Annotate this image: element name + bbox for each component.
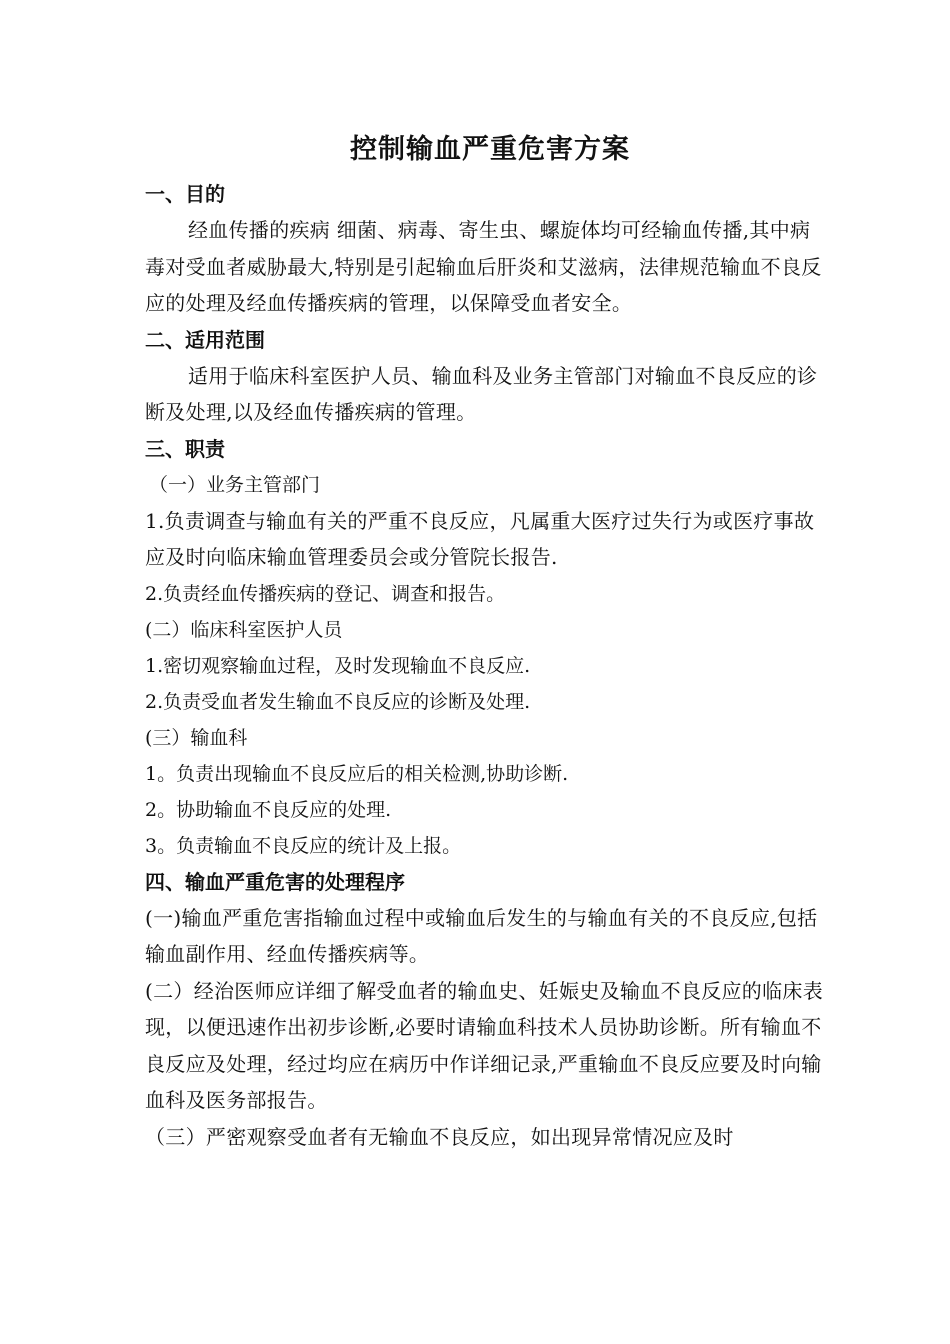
list-item: 2。协助输血不良反应的处理. [145, 798, 392, 821]
section-heading-procedure: 四、输血严重危害的处理程序 [145, 869, 405, 894]
subsection-label-transfusion-dept: (三）输血科 [145, 726, 248, 749]
procedure-paragraph: （三）严密观察受血者有无输血不良反应，如出现异常情况应及时 [145, 1124, 734, 1149]
procedure-paragraph: (二）经治医师应详细了解受血者的输血史、妊娠史及输血不良反应的临床表现，以便迅速作出初步诊断,必要时请输血科技术人员协助诊断。所有输血不良反应及处理，经过均应在病历中作详细记录,严重输血不良反应要及时向输血科及医务部报告。 [145, 978, 824, 1112]
subsection-label-business-dept: （一）业务主管部门 [149, 473, 321, 496]
subsection-label-clinical-staff: (二）临床科室医护人员 [145, 618, 343, 641]
list-item: 2.负责受血者发生输血不良反应的诊断及处理. [145, 690, 531, 713]
document-page [145, 128, 825, 1155]
list-item: 1。负责出现输血不良反应后的相关检测,协助诊断. [145, 762, 569, 785]
document-title: 控制输血严重危害方案 [350, 134, 630, 165]
section-heading-scope: 二、适用范围 [145, 327, 265, 352]
list-item: 2.负责经血传播疾病的登记、调查和报告。 [145, 582, 506, 605]
list-item: 3。负责输血不良反应的统计及上报。 [145, 834, 462, 857]
section-heading-responsibilities: 三、职责 [145, 436, 225, 461]
list-item: 1.密切观察输血过程，及时发现输血不良反应. [145, 654, 531, 677]
procedure-paragraph: (一)输血严重危害指输血过程中或输血后发生的与输血有关的不良反应,包括输血副作用、经血传播疾病等。 [145, 905, 818, 966]
section-heading-purpose: 一、目的 [145, 182, 225, 206]
section-body-scope: 适用于临床科室医护人员、输血科及业务主管部门对输血不良反应的诊断及处理,以及经血传播疾病的管理。 [145, 363, 818, 424]
list-item: 1.负责调查与输血有关的严重不良反应，凡属重大医疗过失行为或医疗事故应及时向临床输血管理委员会或分管院长报告. [145, 508, 815, 569]
section-body-purpose: 经血传播的疾病 细菌、病毒、寄生虫、螺旋体均可经输血传播,其中病毒对受血者威胁最大,特别是引起输血后肝炎和艾滋病，法律规范输血不良反应的处理及经血传播疾病的管理，以保障受血者安全。 [145, 218, 822, 315]
